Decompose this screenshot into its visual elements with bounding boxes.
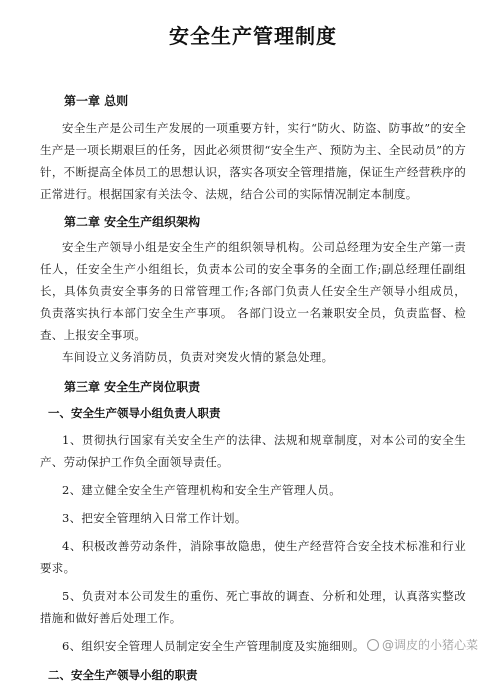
section-1-heading: 一、安全生产领导小组负责人职责	[48, 406, 221, 420]
list-item: 5、负责对本公司发生的重伤、死亡事故的调查、分析和处理，认真落实整改措施和做好善后处理工作。	[40, 589, 466, 625]
chapter-2-paragraph-1: 安全生产领导小组是安全生产的组织领导机构。公司总经理为安全生产第一责任人，任安全生产小组组长，负责本公司的安全事务的全面工作;副总经理任副组长，具体负责安全事务的日常管理工作;各部门负责人任安全生产领导小组成员，负责落实执行本部门安全生产事项。 各部门设立一名兼职安全员，负责监督、检查、上报安全事项。	[40, 240, 466, 342]
list-item: 2、建立健全安全生产管理机构和安全生产管理人员。	[62, 483, 342, 497]
list-item: 6、组织安全管理人员制定安全生产管理制度及实施细则。	[62, 639, 365, 653]
list-item: 1、贯彻执行国家有关安全生产的法律、法规和规章制度，对本公司的安全生产、劳动保护工作负全面领导责任。	[40, 433, 466, 469]
chapter-1-paragraph: 安全生产是公司生产发展的一项重要方针，实行“防火、防盗、防事故”的安全生产是一项长期艰巨的任务，因此必须贯彻“安全生产、预防为主、全民动员”的方针，不断提高全体员工的思想认识，落实各项安全管理措施，保证生产经营秩序的正常进行。根据国家有关法令、法规，结合公司的实际情况制定本制度。	[40, 121, 466, 201]
watermark-logo-icon	[367, 639, 379, 651]
watermark-text: @调皮的小猪心菜	[381, 638, 478, 652]
chapter-2-paragraph-2: 车间设立义务消防员，负责对突发火情的紧急处理。	[62, 350, 334, 364]
chapter-3-heading: 第三章 安全生产岗位职责	[64, 380, 201, 394]
section-2-heading: 二、安全生产领导小组的职责	[48, 668, 198, 682]
list-item: 3、把安全管理纳入日常工作计划。	[62, 511, 247, 525]
list-item: 4、积极改善劳动条件，消除事故隐患，使生产经营符合安全技术标准和行业要求。	[40, 539, 466, 575]
chapter-1-heading: 第一章 总则	[64, 94, 129, 108]
watermark	[367, 636, 478, 653]
page-title: 安全生产管理制度	[169, 24, 337, 48]
chapter-2-heading: 第二章 安全生产组织架构	[64, 215, 201, 229]
